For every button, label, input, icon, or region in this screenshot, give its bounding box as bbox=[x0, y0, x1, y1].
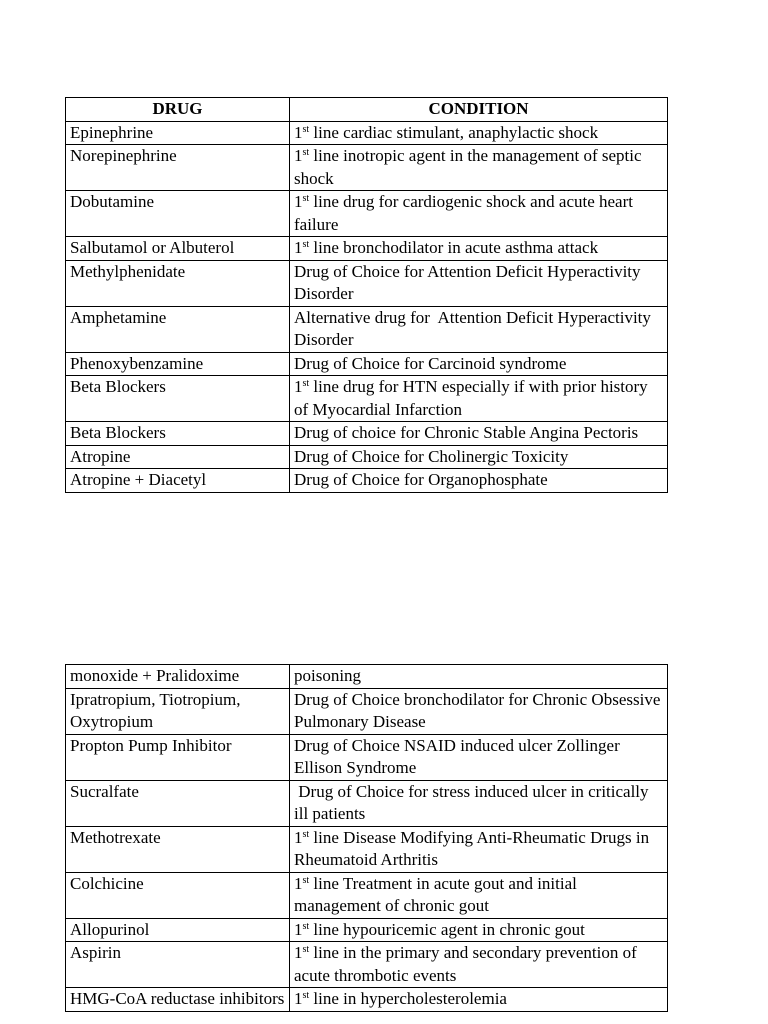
drug-cell: Atropine bbox=[66, 445, 290, 469]
table-row bbox=[66, 422, 668, 446]
drug-cell: HMG-CoA reductase inhibitors bbox=[66, 988, 290, 1012]
condition-text: line bronchodilator in acute asthma attack bbox=[309, 238, 599, 257]
ordinal-number: 1 bbox=[294, 919, 303, 939]
condition-text: line Disease Modifying Anti-Rheumatic Drugs in Rheumatoid Arthritis bbox=[294, 827, 654, 869]
drug-cell: Colchicine bbox=[66, 872, 290, 918]
ordinal-number: 1 bbox=[294, 122, 303, 142]
drug-condition-table-1 bbox=[65, 97, 668, 493]
table-row bbox=[66, 469, 668, 493]
drug-cell: Salbutamol or Albuterol bbox=[66, 237, 290, 261]
ordinal-number: 1 bbox=[294, 989, 303, 1008]
table-row bbox=[66, 306, 668, 352]
drug-cell: Beta Blockers bbox=[66, 422, 290, 446]
condition-cell bbox=[290, 872, 668, 918]
drug-cell: Methylphenidate bbox=[66, 260, 290, 306]
ordinal-number: 1 bbox=[294, 943, 303, 962]
condition-cell: Drug of Choice for Organophosphate bbox=[290, 469, 668, 493]
drug-cell: Phenoxybenzamine bbox=[66, 352, 290, 376]
condition-text: line drug for HTN especially if with prior history of Myocardial Infarction bbox=[294, 377, 652, 419]
drug-cell: Epinephrine bbox=[66, 121, 290, 145]
condition-cell: Drug of Choice bronchodilator for Chronic Obsessive Pulmonary Disease bbox=[290, 688, 668, 734]
table-row bbox=[66, 191, 668, 237]
drug-cell: Allopurinol bbox=[66, 918, 290, 942]
drug-cell: Aspirin bbox=[66, 942, 290, 988]
table-row bbox=[66, 260, 668, 306]
condition-cell: Drug of Choice for Carcinoid syndrome bbox=[290, 352, 668, 376]
table-row bbox=[66, 988, 668, 1012]
condition-text: line in the primary and secondary prevention of acute thrombotic events bbox=[294, 943, 642, 985]
drug-cell: Methotrexate bbox=[66, 826, 290, 872]
drug-cell: Atropine + Diacetyl bbox=[66, 469, 290, 493]
condition-cell: Drug of Choice for stress induced ulcer in critically ill patients bbox=[290, 780, 668, 826]
table-row bbox=[66, 918, 668, 942]
ordinal-suffix: st bbox=[302, 123, 310, 135]
table-row bbox=[66, 826, 668, 872]
table-row bbox=[66, 145, 668, 191]
condition-cell: Drug of Choice NSAID induced ulcer Zollinger Ellison Syndrome bbox=[290, 734, 668, 780]
condition-column-header: CONDITION bbox=[290, 98, 668, 122]
table-2-body bbox=[66, 665, 668, 1012]
table-row bbox=[66, 237, 668, 261]
table-row bbox=[66, 352, 668, 376]
table-row bbox=[66, 665, 668, 689]
table-header-row bbox=[66, 98, 668, 122]
condition-cell bbox=[290, 988, 668, 1012]
ordinal-suffix: st bbox=[302, 990, 310, 1001]
table-row bbox=[66, 376, 668, 422]
condition-cell bbox=[290, 918, 668, 942]
ordinal-number: 1 bbox=[294, 238, 303, 257]
condition-text: line in hypercholesterolemia bbox=[309, 989, 507, 1008]
ordinal-number: 1 bbox=[294, 377, 303, 396]
condition-text: line inotropic agent in the management of septic shock bbox=[294, 146, 646, 188]
table-1-body bbox=[66, 121, 668, 492]
drug-cell: Norepinephrine bbox=[66, 145, 290, 191]
table-row bbox=[66, 872, 668, 918]
condition-text: line Treatment in acute gout and initial management of chronic gout bbox=[294, 873, 582, 915]
condition-cell: Drug of choice for Chronic Stable Angina Pectoris bbox=[290, 422, 668, 446]
condition-cell bbox=[290, 191, 668, 237]
drug-cell: monoxide + Pralidoxime bbox=[66, 665, 290, 689]
condition-text: line cardiac stimulant, anaphylactic shock bbox=[309, 122, 599, 142]
ordinal-suffix: st bbox=[302, 147, 310, 158]
table-row bbox=[66, 780, 668, 826]
ordinal-number: 1 bbox=[294, 827, 303, 847]
drug-column-header: DRUG bbox=[66, 98, 290, 122]
drug-condition-table-2 bbox=[65, 664, 668, 1012]
ordinal-number: 1 bbox=[294, 192, 303, 211]
table-row bbox=[66, 121, 668, 145]
drug-cell: Amphetamine bbox=[66, 306, 290, 352]
ordinal-number: 1 bbox=[294, 146, 303, 165]
condition-cell: Drug of Choice for Attention Deficit Hyperactivity Disorder bbox=[290, 260, 668, 306]
table-row bbox=[66, 688, 668, 734]
ordinal-suffix: st bbox=[302, 920, 310, 932]
condition-text: line hypouricemic agent in chronic gout bbox=[309, 919, 585, 939]
condition-cell: Drug of Choice for Cholinergic Toxicity bbox=[290, 445, 668, 469]
ordinal-number: 1 bbox=[294, 873, 303, 893]
drug-cell: Sucralfate bbox=[66, 780, 290, 826]
ordinal-suffix: st bbox=[302, 193, 310, 204]
condition-cell: Alternative drug for Attention Deficit Hyperactivity Disorder bbox=[290, 306, 668, 352]
ordinal-suffix: st bbox=[302, 378, 310, 389]
condition-cell bbox=[290, 121, 668, 145]
ordinal-suffix: st bbox=[302, 874, 310, 886]
drug-cell: Ipratropium, Tiotropium, Oxytropium bbox=[66, 688, 290, 734]
condition-cell bbox=[290, 826, 668, 872]
ordinal-suffix: st bbox=[302, 239, 310, 250]
table-row bbox=[66, 734, 668, 780]
condition-cell bbox=[290, 376, 668, 422]
condition-cell bbox=[290, 145, 668, 191]
condition-cell bbox=[290, 942, 668, 988]
drug-cell: Beta Blockers bbox=[66, 376, 290, 422]
ordinal-suffix: st bbox=[302, 828, 310, 840]
condition-cell: poisoning bbox=[290, 665, 668, 689]
ordinal-suffix: st bbox=[302, 944, 310, 955]
drug-cell: Dobutamine bbox=[66, 191, 290, 237]
condition-cell bbox=[290, 237, 668, 261]
drug-cell: Propton Pump Inhibitor bbox=[66, 734, 290, 780]
table-row bbox=[66, 942, 668, 988]
condition-text: line drug for cardiogenic shock and acute heart failure bbox=[294, 192, 638, 234]
table-row bbox=[66, 445, 668, 469]
